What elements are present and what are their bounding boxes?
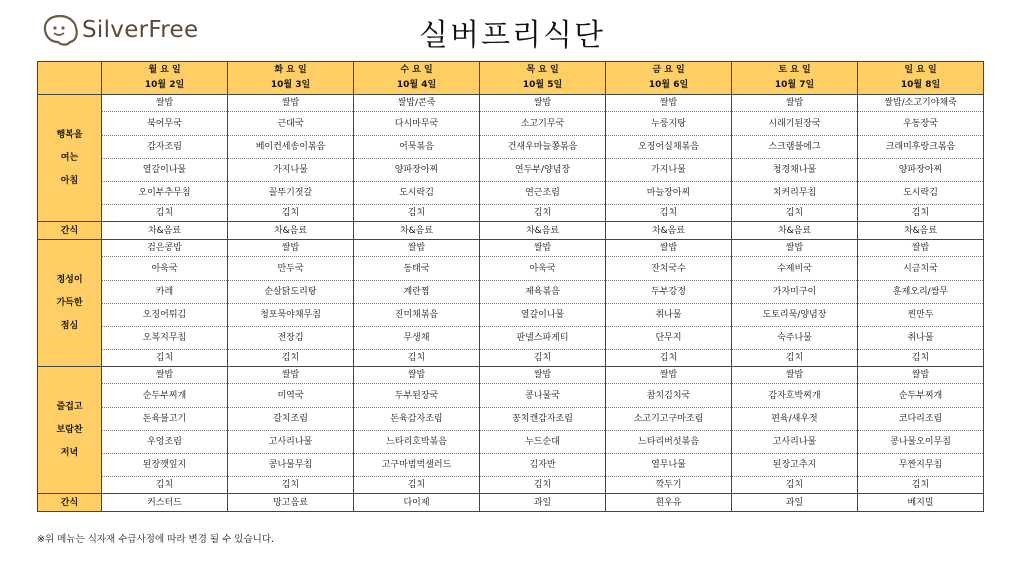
menu-change-note: ※위 메뉴는 식자재 수급사정에 따라 변경 될 수 있습니다. — [37, 534, 275, 545]
menu-cell: 느타리버섯볶음 — [606, 431, 732, 454]
menu-cell: 오이부추무침 — [102, 182, 228, 205]
menu-row — [38, 454, 984, 477]
menu-cell: 청경채나물 — [732, 159, 858, 182]
day-date: 10월 5일 — [522, 80, 563, 90]
menu-cell: 쌀밥 — [858, 240, 984, 257]
menu-cell: 쌀밥 — [732, 240, 858, 257]
menu-cell: 콩나물국 — [480, 384, 606, 408]
menu-cell: 수제비국 — [732, 257, 858, 281]
menu-cell: 오복지무침 — [102, 327, 228, 350]
menu-cell: 쌀밥 — [858, 367, 984, 384]
menu-cell: 두부된장국 — [354, 384, 480, 408]
menu-cell: 쌀밥 — [732, 95, 858, 112]
menu-cell: 검은콩밥 — [102, 240, 228, 257]
menu-cell: 갈치조림 — [228, 408, 354, 431]
menu-cell: 도시락김 — [858, 182, 984, 205]
menu-cell: 쌀밥 — [480, 240, 606, 257]
menu-cell: 돈육감자조림 — [354, 408, 480, 431]
menu-cell: 다시마무국 — [354, 112, 480, 136]
day-name: 토 요 일 — [778, 65, 811, 75]
menu-cell: 김치 — [858, 350, 984, 367]
menu-cell: 김치 — [228, 477, 354, 494]
meal-label-line: 보람찬 — [56, 424, 83, 435]
day-header — [858, 62, 984, 95]
menu-cell: 양파장아찌 — [858, 159, 984, 182]
menu-cell: 김자반 — [480, 454, 606, 477]
menu-cell: 김치 — [480, 350, 606, 367]
menu-cell: 치커리무침 — [732, 182, 858, 205]
menu-cell: 김치 — [102, 205, 228, 222]
menu-cell: 편육/새우젓 — [732, 408, 858, 431]
meal-label-line: 저녁 — [60, 447, 79, 458]
menu-row — [38, 367, 984, 384]
menu-row — [38, 304, 984, 327]
snack-cell: 차&음료 — [102, 222, 228, 240]
menu-cell: 깍두기 — [606, 477, 732, 494]
menu-row — [38, 408, 984, 431]
menu-cell: 우엉조림 — [102, 431, 228, 454]
snack-cell: 과일 — [480, 494, 606, 512]
menu-cell: 쌀밥 — [354, 240, 480, 257]
menu-row — [38, 205, 984, 222]
menu-cell: 오징어실채볶음 — [606, 136, 732, 159]
menu-cell: 쌀밥 — [732, 367, 858, 384]
snack-cell: 차&음료 — [354, 222, 480, 240]
menu-cell: 쌀밥 — [228, 95, 354, 112]
menu-cell: 진미채볶음 — [354, 304, 480, 327]
snack-cell: 차&음료 — [732, 222, 858, 240]
day-header — [732, 62, 858, 95]
menu-cell: 꼴뚜기젓갈 — [228, 182, 354, 205]
snack-cell: 차&음료 — [480, 222, 606, 240]
meal-label-line: 정성이 — [56, 274, 83, 285]
menu-cell: 순살닭도리탕 — [228, 281, 354, 304]
menu-row — [38, 112, 984, 136]
menu-cell: 아욱국 — [102, 257, 228, 281]
day-date: 10월 4일 — [396, 80, 437, 90]
menu-row — [38, 281, 984, 304]
snack-cell: 망고음료 — [228, 494, 354, 512]
menu-cell: 꽁치캔감자조림 — [480, 408, 606, 431]
menu-row — [38, 159, 984, 182]
menu-row — [38, 182, 984, 205]
menu-row — [38, 327, 984, 350]
menu-row — [38, 350, 984, 367]
menu-cell: 김치 — [102, 477, 228, 494]
meal-label — [38, 240, 102, 367]
menu-cell: 김치 — [858, 477, 984, 494]
menu-cell: 소고기무국 — [480, 112, 606, 136]
menu-cell: 누드순대 — [480, 431, 606, 454]
menu-row — [38, 384, 984, 408]
menu-cell: 김치 — [102, 350, 228, 367]
menu-cell: 숙주나물 — [732, 327, 858, 350]
menu-cell: 누룽지탕 — [606, 112, 732, 136]
day-date: 10월 7일 — [774, 80, 815, 90]
menu-cell: 두부강정 — [606, 281, 732, 304]
menu-cell: 김치 — [732, 205, 858, 222]
menu-cell: 쌀밥 — [102, 95, 228, 112]
menu-cell: 쌀밥 — [606, 367, 732, 384]
menu-cell: 김치 — [354, 350, 480, 367]
menu-cell: 베이컨세송이볶음 — [228, 136, 354, 159]
day-header — [102, 62, 228, 95]
menu-cell: 쌀밥 — [480, 367, 606, 384]
menu-cell: 김치 — [480, 205, 606, 222]
menu-cell: 계란찜 — [354, 281, 480, 304]
menu-cell: 양파장아찌 — [354, 159, 480, 182]
day-name: 월 요 일 — [148, 65, 181, 75]
menu-cell: 훈제오리/쌈무 — [858, 281, 984, 304]
menu-cell: 판넬스파게티 — [480, 327, 606, 350]
menu-cell: 쌀밥 — [606, 240, 732, 257]
day-date: 10월 3일 — [270, 80, 311, 90]
snack-cell: 흰우유 — [606, 494, 732, 512]
day-name: 일 요 일 — [904, 65, 937, 75]
snack-row — [38, 222, 984, 240]
day-header — [606, 62, 732, 95]
day-name: 수 요 일 — [400, 65, 433, 75]
snack-cell: 차&음료 — [606, 222, 732, 240]
menu-cell: 동태국 — [354, 257, 480, 281]
snack-row — [38, 494, 984, 512]
menu-cell: 잔치국수 — [606, 257, 732, 281]
menu-cell: 김치 — [732, 350, 858, 367]
meal-label-line: 아침 — [60, 175, 79, 186]
menu-cell: 쌀밥 — [606, 95, 732, 112]
page-title: 실버프리식단 — [419, 18, 605, 53]
menu-cell: 코다리조림 — [858, 408, 984, 431]
menu-cell: 김치 — [480, 477, 606, 494]
menu-cell: 고사리나물 — [732, 431, 858, 454]
menu-cell: 미역국 — [228, 384, 354, 408]
menu-cell: 제육볶음 — [480, 281, 606, 304]
menu-cell: 돈육불고기 — [102, 408, 228, 431]
menu-cell: 쌀밥 — [228, 240, 354, 257]
day-header-row — [38, 62, 984, 95]
menu-cell: 김치 — [732, 477, 858, 494]
menu-cell: 우동장국 — [858, 112, 984, 136]
menu-cell: 참치김치국 — [606, 384, 732, 408]
menu-cell: 쌀밥 — [102, 367, 228, 384]
menu-row — [38, 477, 984, 494]
menu-cell: 쌀밥 — [228, 367, 354, 384]
menu-cell: 김치 — [228, 205, 354, 222]
meal-label — [38, 367, 102, 494]
menu-cell: 김치 — [228, 350, 354, 367]
menu-cell: 도시락김 — [354, 182, 480, 205]
menu-row — [38, 95, 984, 112]
menu-cell: 김치 — [858, 205, 984, 222]
snack-label: 간식 — [38, 494, 102, 512]
menu-cell: 김치 — [354, 477, 480, 494]
menu-cell: 시금치국 — [858, 257, 984, 281]
menu-row — [38, 431, 984, 454]
snack-cell: 차&음료 — [228, 222, 354, 240]
menu-cell: 열갈이나물 — [480, 304, 606, 327]
header-corner — [38, 62, 102, 95]
menu-cell: 순두부찌개 — [102, 384, 228, 408]
menu-cell: 찐만두 — [858, 304, 984, 327]
menu-cell: 무생채 — [354, 327, 480, 350]
menu-cell: 콩나물오이무침 — [858, 431, 984, 454]
snack-cell: 과일 — [732, 494, 858, 512]
menu-cell: 가자미구이 — [732, 281, 858, 304]
menu-cell: 시래기된장국 — [732, 112, 858, 136]
menu-cell: 가지나물 — [228, 159, 354, 182]
menu-cell: 크래미후랑크볶음 — [858, 136, 984, 159]
menu-cell: 연근조림 — [480, 182, 606, 205]
menu-cell: 쌀밥/소고기야채죽 — [858, 95, 984, 112]
menu-cell: 취나물 — [858, 327, 984, 350]
menu-cell: 감자호박찌개 — [732, 384, 858, 408]
meal-label-line: 즐겁고 — [56, 401, 83, 412]
day-name: 금 요 일 — [652, 65, 685, 75]
menu-cell: 마늘장아찌 — [606, 182, 732, 205]
meal-label-line: 가득한 — [56, 297, 83, 308]
day-name: 목 요 일 — [526, 65, 559, 75]
menu-cell: 김치 — [606, 205, 732, 222]
menu-cell: 콩나물무침 — [228, 454, 354, 477]
menu-cell: 쌀밥/콘죽 — [354, 95, 480, 112]
menu-cell: 된장깻잎지 — [102, 454, 228, 477]
menu-cell: 스크램블에그 — [732, 136, 858, 159]
menu-cell: 무짠지무침 — [858, 454, 984, 477]
meal-label — [38, 95, 102, 222]
menu-cell: 연두부/양념장 — [480, 159, 606, 182]
menu-cell: 가지나물 — [606, 159, 732, 182]
snack-cell: 커스터드 — [102, 494, 228, 512]
snack-cell: 베지밀 — [858, 494, 984, 512]
day-date: 10월 2일 — [144, 80, 185, 90]
menu-cell: 어묵볶음 — [354, 136, 480, 159]
day-header — [354, 62, 480, 95]
meal-label-line: 여는 — [60, 152, 79, 163]
menu-cell: 감자조림 — [102, 136, 228, 159]
menu-cell: 느타리호박볶음 — [354, 431, 480, 454]
menu-cell: 오징어튀김 — [102, 304, 228, 327]
meal-label-line: 점심 — [60, 320, 79, 331]
menu-row — [38, 136, 984, 159]
day-name: 화 요 일 — [274, 65, 307, 75]
menu-cell: 취나물 — [606, 304, 732, 327]
menu-cell: 김치 — [354, 205, 480, 222]
menu-cell: 만두국 — [228, 257, 354, 281]
menu-cell: 열갈이나물 — [102, 159, 228, 182]
menu-cell: 건새우마늘쫑볶음 — [480, 136, 606, 159]
logo-text: SilverFree — [82, 17, 199, 43]
menu-cell: 쌀밥 — [354, 367, 480, 384]
menu-cell: 고구마범벅샐러드 — [354, 454, 480, 477]
menu-cell: 고사리나물 — [228, 431, 354, 454]
snack-cell: 차&음료 — [858, 222, 984, 240]
menu-cell: 카레 — [102, 281, 228, 304]
day-header — [480, 62, 606, 95]
menu-cell: 김치 — [606, 350, 732, 367]
menu-row — [38, 240, 984, 257]
day-header — [228, 62, 354, 95]
menu-cell: 도토리묵/양념장 — [732, 304, 858, 327]
menu-cell: 전장김 — [228, 327, 354, 350]
menu-row — [38, 257, 984, 281]
meal-label-line: 행복을 — [56, 129, 83, 140]
menu-cell: 근대국 — [228, 112, 354, 136]
weekly-menu-table — [37, 61, 984, 512]
menu-cell: 북어무국 — [102, 112, 228, 136]
menu-cell: 단무지 — [606, 327, 732, 350]
menu-cell: 소고기고구마조림 — [606, 408, 732, 431]
day-date: 10월 8일 — [900, 80, 941, 90]
menu-cell: 아욱국 — [480, 257, 606, 281]
menu-cell: 쌀밥 — [480, 95, 606, 112]
day-date: 10월 6일 — [648, 80, 689, 90]
snack-cell: 다이제 — [354, 494, 480, 512]
menu-cell: 순두부찌개 — [858, 384, 984, 408]
snack-label: 간식 — [38, 222, 102, 240]
menu-cell: 열무나물 — [606, 454, 732, 477]
menu-cell: 된장고추지 — [732, 454, 858, 477]
menu-cell: 청포묵야채무침 — [228, 304, 354, 327]
